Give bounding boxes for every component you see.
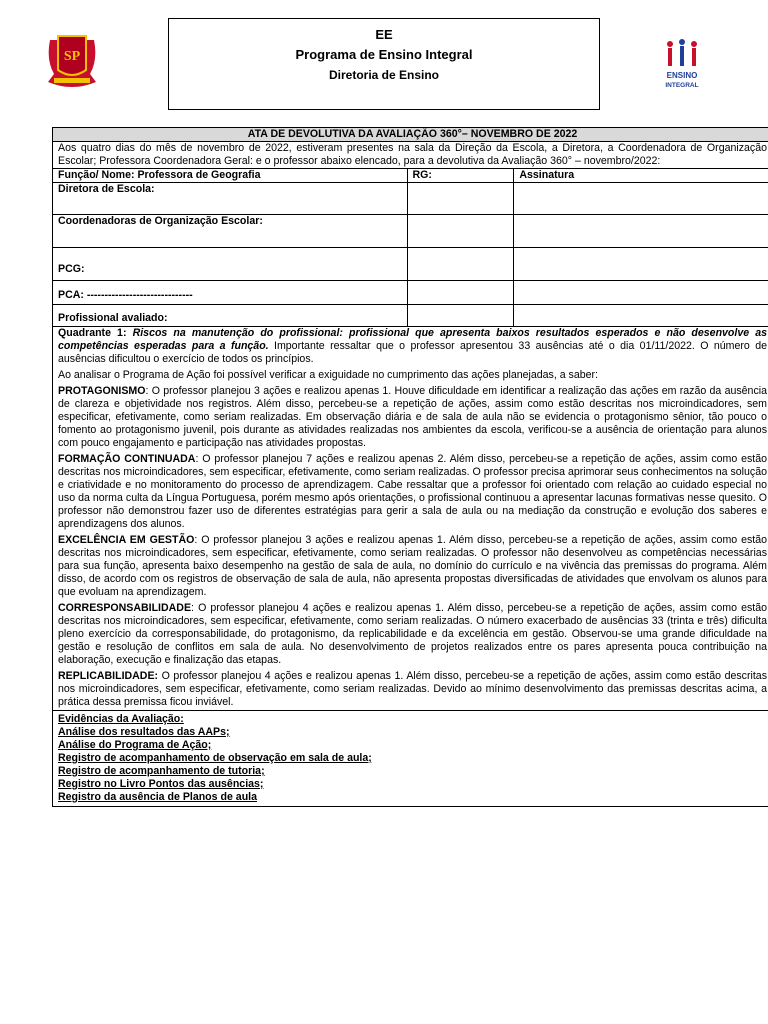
document-header	[168, 18, 600, 110]
protagonismo-paragraph	[58, 385, 767, 450]
formacao-paragraph	[58, 453, 767, 531]
col-assinatura: Assinatura	[514, 169, 768, 183]
school-name: EE	[375, 27, 393, 42]
excelencia-paragraph	[58, 534, 767, 599]
quadrante-text: Riscos na manutenção do profissional: profissional que apresenta baixos resultados esperados e não desenvolve as competências esperadas para a função.	[58, 327, 767, 352]
signature-cell	[514, 215, 768, 248]
replic-paragraph	[58, 670, 767, 709]
quadrante-paragraph	[58, 327, 767, 366]
ata-intro: Aos quatro dias do mês de novembro de 2022, estiveram presentes na sala da Direção da Escola, a Diretora, a Coordenadora de Organização Escolar; Professora Coordenadora Geral: e o professor abaixo elencado, para a devolutiva da Avaliação 360° – novembro/2022:	[53, 142, 768, 169]
corresp-text: : O professor planejou 4 ações e realizou apenas 1. Além disso, percebeu-se a repetição de ações, assim como estão descritas nos microindicadores, sem especificar, efetivamente, como seriam realizadas. O número exacerbado de ausências 33 (trinta e três) dificulta pleno exercício da corresponsabilidade, do protagonismo, da replicabilidade e da excelência em gestão. Observou-se uma grande dificuldade na gestão e resolução de conflitos em sala de aula. No desenvolvimento de projetos realizados entre os pares apresenta pouca contribuição na elaboração, execução e finalização das etapas.	[58, 602, 767, 666]
evidencias-title: Evidências da Avaliação:	[58, 713, 184, 725]
logo-text: SP	[63, 49, 81, 64]
directorate-name: Diretoria de Ensino	[328, 68, 440, 82]
signature-cell	[514, 183, 768, 215]
row-pcg: PCG:	[53, 248, 408, 281]
evidencia-item: Análise dos resultados das AAPs;	[58, 726, 230, 738]
row-pca: PCA: ------------------------------	[53, 281, 408, 305]
logo-word-1: ENSINO	[666, 71, 698, 80]
evaluation-body	[53, 327, 768, 711]
formacao-text: : O professor planejou 7 ações e realizou apenas 2. Além disso, percebeu-se a repetição de ações, assim como estão descritas nos microindicadores, sem especificar, efetivamente, como seriam realizadas. O professor precisa aprimorar seus conhecimentos na solução e criatividade e no monitoramento do processo de aprendizagem. Cabe ressaltar que a professor foi orientado com relação ao cuidado especial no uso da norma culta da Língua Portuguesa, porém mesmo após orientações, o profissional continuou a apresentar lacunas formativas nesse quesito. O professor não demonstrou fazer uso de diferentes estratégias para gerir a sala de aula ou na mediação da construção e evolução dos saberes e aprendizagens dos alunos.	[58, 453, 767, 530]
protagonismo-text: : O professor planejou 3 ações e realizou apenas 1. Houve dificuldade em identificar a realização das ações em razão da ausência de clareza e objetividade nos registros. Além disso, percebeu-se a repetição de ações, assim como estão descritas nos microindicadores, sem especificar, efetivamente, como seriam realizadas. Em observação diária e de sala de aula não se evidencia o protagonismo sênior, tão pouco o fomento ao protagonismo juvenil, pois durante as atividades realizadas nos ambientes da escola, verificou-se a ausência de orientação para alunos com pouco engajamento e participação nas atividades propostas.	[58, 385, 767, 449]
ata-table	[52, 127, 768, 807]
ensino-integral-logo	[660, 38, 704, 90]
formacao-label: FORMAÇÃO CONTINUADA	[58, 453, 196, 465]
signature-cell	[514, 305, 768, 327]
evidencia-item: Registro no Livro Pontos das ausências;	[58, 778, 264, 790]
evidencia-item: Registro de acompanhamento de tutoria;	[58, 765, 265, 777]
row-profissional: Profissional avaliado:	[53, 305, 408, 327]
replic-label: REPLICABILIDADE:	[58, 670, 159, 682]
quadrante-rest: Importante ressaltar que o professor apresentou 33 ausências até o dia 01/11/2022. O número de ausências dificultou o exercício de todos os princípios.	[58, 340, 768, 365]
program-name: Programa de Ensino Integral	[295, 47, 473, 62]
evidencia-item: Análise do Programa de Ação;	[58, 739, 212, 751]
corresp-label: CORRESPONSABILIDADE	[58, 602, 192, 614]
evidencias-cell	[53, 711, 768, 807]
ata-title: ATA DE DEVOLUTIVA DA AVALIAÇÃO 360°– NOVEMBRO DE 2022	[53, 128, 768, 142]
rg-cell	[407, 183, 514, 215]
rg-cell	[407, 305, 514, 327]
rg-cell	[407, 281, 514, 305]
protagonismo-label: PROTAGONISMO	[58, 385, 146, 397]
col-rg: RG:	[407, 169, 514, 183]
evidencia-item: Registro de acompanhamento de observação em sala de aula;	[58, 752, 372, 764]
logo-word-2: INTEGRAL	[665, 82, 699, 89]
signature-cell	[514, 281, 768, 305]
excelencia-label: EXCELÊNCIA EM GESTÃO	[58, 534, 195, 546]
excelencia-text: : O professor planejou 3 ações e realizou apenas 1. Além disso, percebeu-se a repetição de ações, assim como estão descritas nos microindicadores, sem especificar, efetivamente, como seriam realizadas. O professor não desenvolveu as competências necessárias para sua função, apresenta baixo desempenho na gestão de sala de aula, no domínio do currículo e na vivência das premissas do programa. Além disso, de acordo com os registros de observação de sala de aula, não apresenta propostas diversificadas de atividades que envolvam os alunos para que evoluam na aprendizagem.	[58, 534, 767, 598]
row-diretora: Diretora de Escola:	[53, 183, 408, 215]
sp-coat-of-arms-logo	[44, 30, 100, 90]
quadrante-label: Quadrante 1:	[58, 327, 127, 339]
rg-cell	[407, 248, 514, 281]
corresp-paragraph	[58, 602, 767, 667]
rg-cell	[407, 215, 514, 248]
signature-cell	[514, 248, 768, 281]
col-funcao: Função/ Nome: Professora de Geografia	[53, 169, 408, 183]
row-coordenadoras: Coordenadoras de Organização Escolar:	[53, 215, 408, 248]
analise-paragraph: Ao analisar o Programa de Ação foi possível verificar a exiguidade no cumprimento das ações planejadas, a saber:	[58, 369, 599, 381]
replic-text: O professor planejou 4 ações e realizou apenas 1. Além disso, percebeu-se a repetição de ações, assim como estão descritas nos microindicadores, sem especificar, efetivamente, como seriam realizadas. Devido ao mínimo desenvolvimento das premissas descritas acima, a prática dessa premissa ficou inviável.	[58, 670, 767, 708]
evidencia-item: Registro da ausência de Planos de aula	[58, 791, 257, 803]
